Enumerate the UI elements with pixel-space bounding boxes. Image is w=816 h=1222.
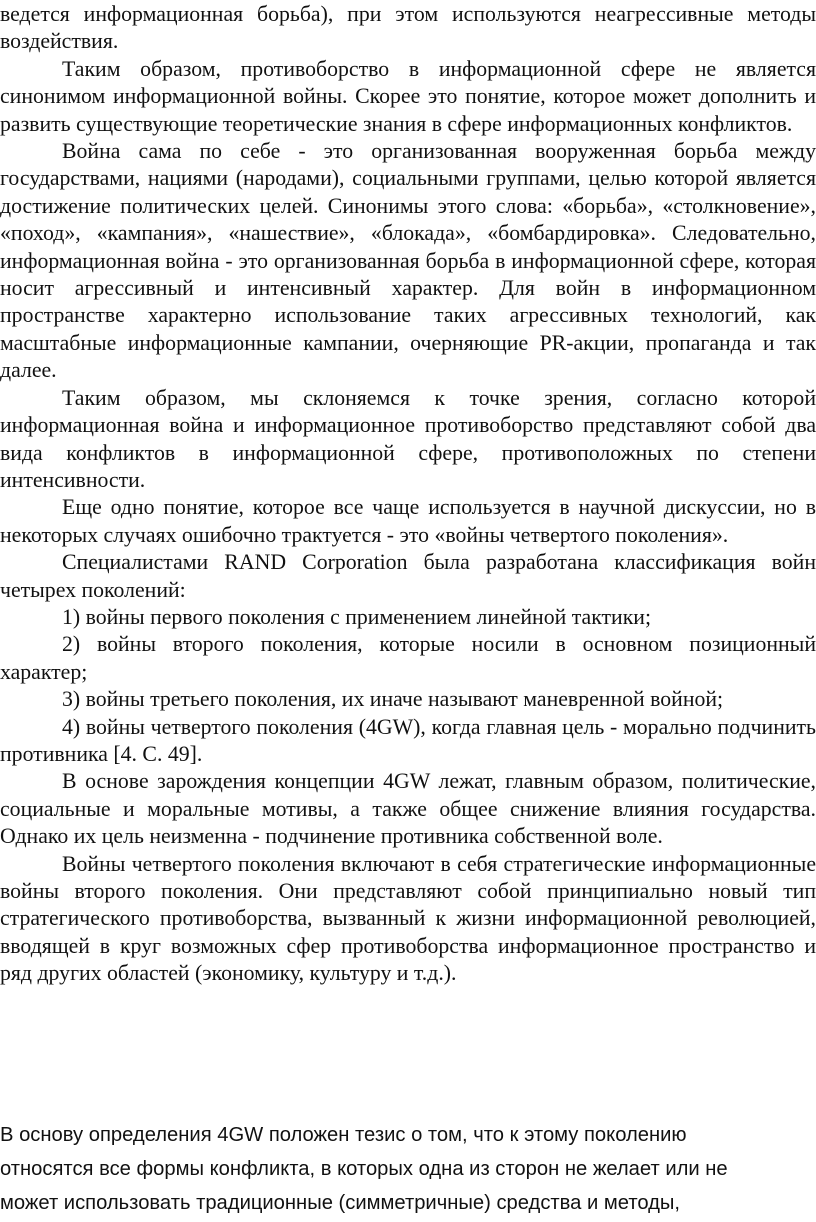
tail-line-3: может использовать традиционные (симметричные) средства и методы, [0,1192,681,1214]
document-body [0,1,816,988]
tail-text-block [0,1118,816,1220]
paragraph-4gw-origins: В основе зарождения концепции 4GW лежат, главным образом, политические, социальные и моральные мотивы, а также общее снижение влияния государства. Однако их цель неизменна - подчинение противника собственной воле. [0,769,816,849]
list-item-third-generation: 3) войны третьего поколения, их иначе называют маневренной войной; [62,687,724,712]
paragraph-4gw-strategic-wars: Войны четвертого поколения включают в себя стратегические информационные войны второго поколения. Они представляют собой принципиально новый тип стратегического противоборства, вызванный к жизни информационной революцией, вводящей в круг возможных сфер противоборства информационное пространство и ряд других областей (экономику, культуру и т.д.). [0,851,816,986]
paragraph-war-definition: Война сама по себе - это организованная вооруженная борьба между государствами, нациями (народами), социальными группами, целью которой является достижение политических целей. Синонимы этого слова: «борьба», «столкновение», «поход», «кампания», «нашествие», «блокада», «бомбардировка». Следовательно, информационная война - это организованная борьба в информационной сфере, которая носит агрессивный и интенсивный характер. Для войн в информационном пространстве характерно использование таких агрессивных технологий, как масштабные информационные кампании, очерняющие PR-акции, пропаганда и так далее. [0,139,816,383]
tail-paragraph [0,1118,816,1220]
tail-line-2: относятся все формы конфликта, в которых одна из сторон не желает или не [0,1158,728,1180]
paragraph-counteraction-not-synonym: Таким образом, противоборство в информационной сфере не является синонимом информационной войны. Скорее это понятие, которое может дополнить и развить существующие теоретические знания в сфере информационных конфликтов. [0,56,816,136]
tail-line-1: В основу определения 4GW положен тезис о том, что к этому поколению [0,1124,687,1146]
paragraph-fourth-generation-wars: Еще одно понятие, которое все чаще используется в научной дискуссии, но в некоторых случаях ошибочно трактуется - это «войны четвертого поколения». [0,495,816,547]
paragraph-rand-classification: Специалистами RAND Corporation была разработана классификация войн четырех поколений: [0,550,816,602]
paragraph-two-types-of-conflict: Таким образом, мы склоняемся к точке зрения, согласно которой информационная война и информационное противоборство представляют собой два вида конфликтов в информационной сфере, противоположных по степени интенсивности. [0,385,816,492]
paragraph-continuation: ведется информационная борьба), при этом используются неагрессивные методы воздействия. [0,2,816,54]
list-item-first-generation: 1) войны первого поколения с применением линейной тактики; [62,604,652,629]
list-item-second-generation: 2) войны второго поколения, которые носили в основном позиционный характер; [0,632,816,684]
list-item-fourth-generation: 4) войны четвертого поколения (4GW), когда главная цель - морально подчинить противника [4. С. 49]. [0,714,816,766]
